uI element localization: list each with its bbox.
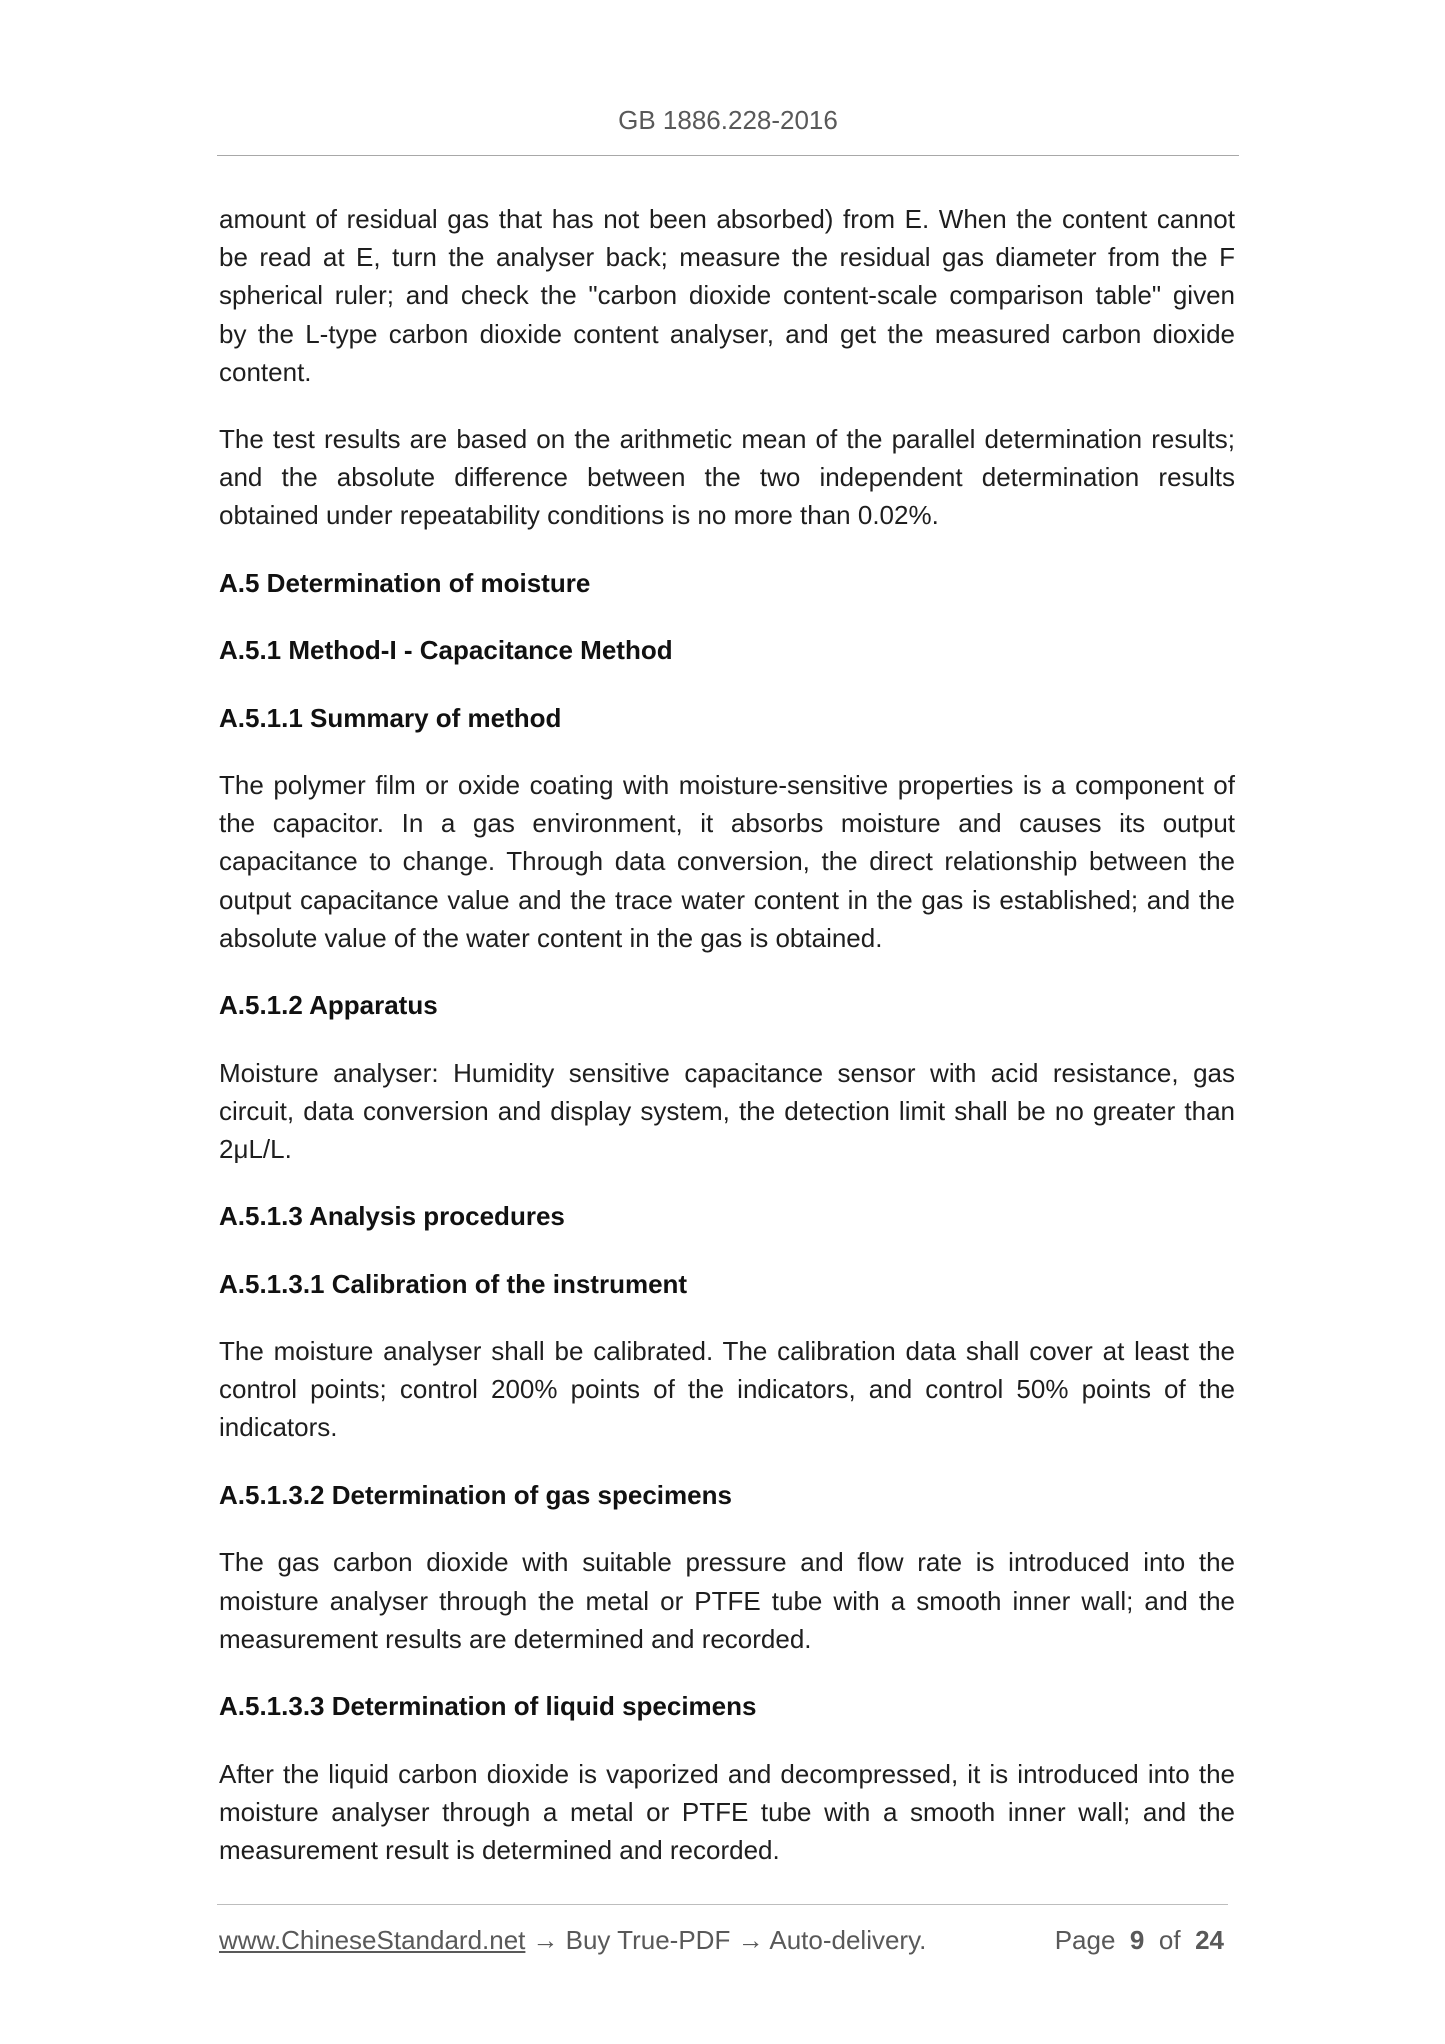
paragraph-calibration <box>219 1332 1235 1446</box>
paragraph-line: measurement results are determined and recorded. <box>219 1623 812 1654</box>
paragraph-method-summary <box>219 766 1235 956</box>
document-code-header: GB 1886.228-2016 <box>618 104 838 135</box>
paragraph-line: and the absolute difference between the two independent determination results <box>219 462 1235 493</box>
site-link[interactable]: www.ChineseStandard.net <box>219 1925 526 1955</box>
page-indicator <box>1055 1921 1224 1959</box>
page-body <box>219 200 1235 1898</box>
paragraph-line: The test results are based on the arithmetic mean of the parallel determination results; <box>219 424 1235 455</box>
heading-a5-1-3: A.5.1.3 Analysis procedures <box>219 1201 565 1232</box>
footer-tagline: → Buy True-PDF → Auto-delivery. <box>532 1925 927 1955</box>
heading-a5-1: A.5.1 Method-I - Capacitance Method <box>219 635 673 666</box>
paragraph-test-results <box>219 420 1235 534</box>
page-number: 9 <box>1129 1925 1145 1955</box>
footer-promo <box>219 1921 926 1959</box>
paragraph-line: circuit, data conversion and display system, the detection limit shall be no greater than <box>219 1095 1235 1126</box>
paragraph-line: amount of residual gas that has not been absorbed) from E. When the content cannot <box>219 204 1235 235</box>
paragraph-line: indicators. <box>219 1412 338 1443</box>
heading-a5-1-1: A.5.1.1 Summary of method <box>219 702 562 733</box>
paragraph-line: be read at E, turn the analyser back; measure the residual gas diameter from the F <box>219 242 1235 273</box>
paragraph-line: content. <box>219 356 312 387</box>
paragraph-line: measurement result is determined and recorded. <box>219 1834 780 1865</box>
paragraph-line: control points; control 200% points of the indicators, and control 50% points of the <box>219 1374 1235 1405</box>
heading-a5: A.5 Determination of moisture <box>219 567 591 598</box>
paragraph-line: obtained under repeatability conditions is no more than 0.02%. <box>219 500 939 531</box>
paragraph-line: The polymer film or oxide coating with moisture-sensitive properties is a component of <box>219 770 1235 801</box>
paragraph-line: output capacitance value and the trace water content in the gas is established; and the <box>219 884 1235 915</box>
footer-divider <box>217 1904 1228 1905</box>
paragraph-line: the capacitor. In a gas environment, it absorbs moisture and causes its output <box>219 808 1235 839</box>
page-word: Page <box>1054 1925 1116 1955</box>
paragraph-line: capacitance to change. Through data conversion, the direct relationship between the <box>219 846 1235 877</box>
paragraph-line: absolute value of the water content in the gas is obtained. <box>219 922 883 953</box>
of-word: of <box>1158 1925 1181 1955</box>
heading-a5-1-3-3: A.5.1.3.3 Determination of liquid specimens <box>219 1691 757 1722</box>
paragraph-line: 2μL/L. <box>219 1133 292 1164</box>
paragraph-liquid-specimens <box>219 1755 1235 1869</box>
paragraph-line: After the liquid carbon dioxide is vaporized and decompressed, it is introduced into the <box>219 1758 1235 1789</box>
heading-a5-1-3-1: A.5.1.3.1 Calibration of the instrument <box>219 1268 688 1299</box>
paragraph-line: Moisture analyser: Humidity sensitive capacitance sensor with acid resistance, gas <box>219 1057 1235 1088</box>
heading-a5-1-2: A.5.1.2 Apparatus <box>219 990 438 1021</box>
paragraph-line: spherical ruler; and check the "carbon dioxide content-scale comparison table" given <box>219 280 1235 311</box>
paragraph-line: moisture analyser through the metal or PTFE tube with a smooth inner wall; and the <box>219 1585 1235 1616</box>
paragraph-apparatus <box>219 1054 1235 1168</box>
page-total: 24 <box>1195 1925 1224 1955</box>
paragraph-line: by the L-type carbon dioxide content analyser, and get the measured carbon dioxide <box>219 318 1235 349</box>
paragraph-line: The gas carbon dioxide with suitable pressure and flow rate is introduced into the <box>219 1547 1235 1578</box>
heading-a5-1-3-2: A.5.1.3.2 Determination of gas specimens <box>219 1479 732 1510</box>
paragraph-gas-specimens <box>219 1543 1235 1657</box>
paragraph-line: The moisture analyser shall be calibrated. The calibration data shall cover at least the <box>219 1336 1235 1367</box>
paragraph-line: moisture analyser through a metal or PTFE tube with a smooth inner wall; and the <box>219 1796 1235 1827</box>
paragraph-co2-reading <box>219 200 1235 390</box>
header-divider <box>217 155 1239 156</box>
